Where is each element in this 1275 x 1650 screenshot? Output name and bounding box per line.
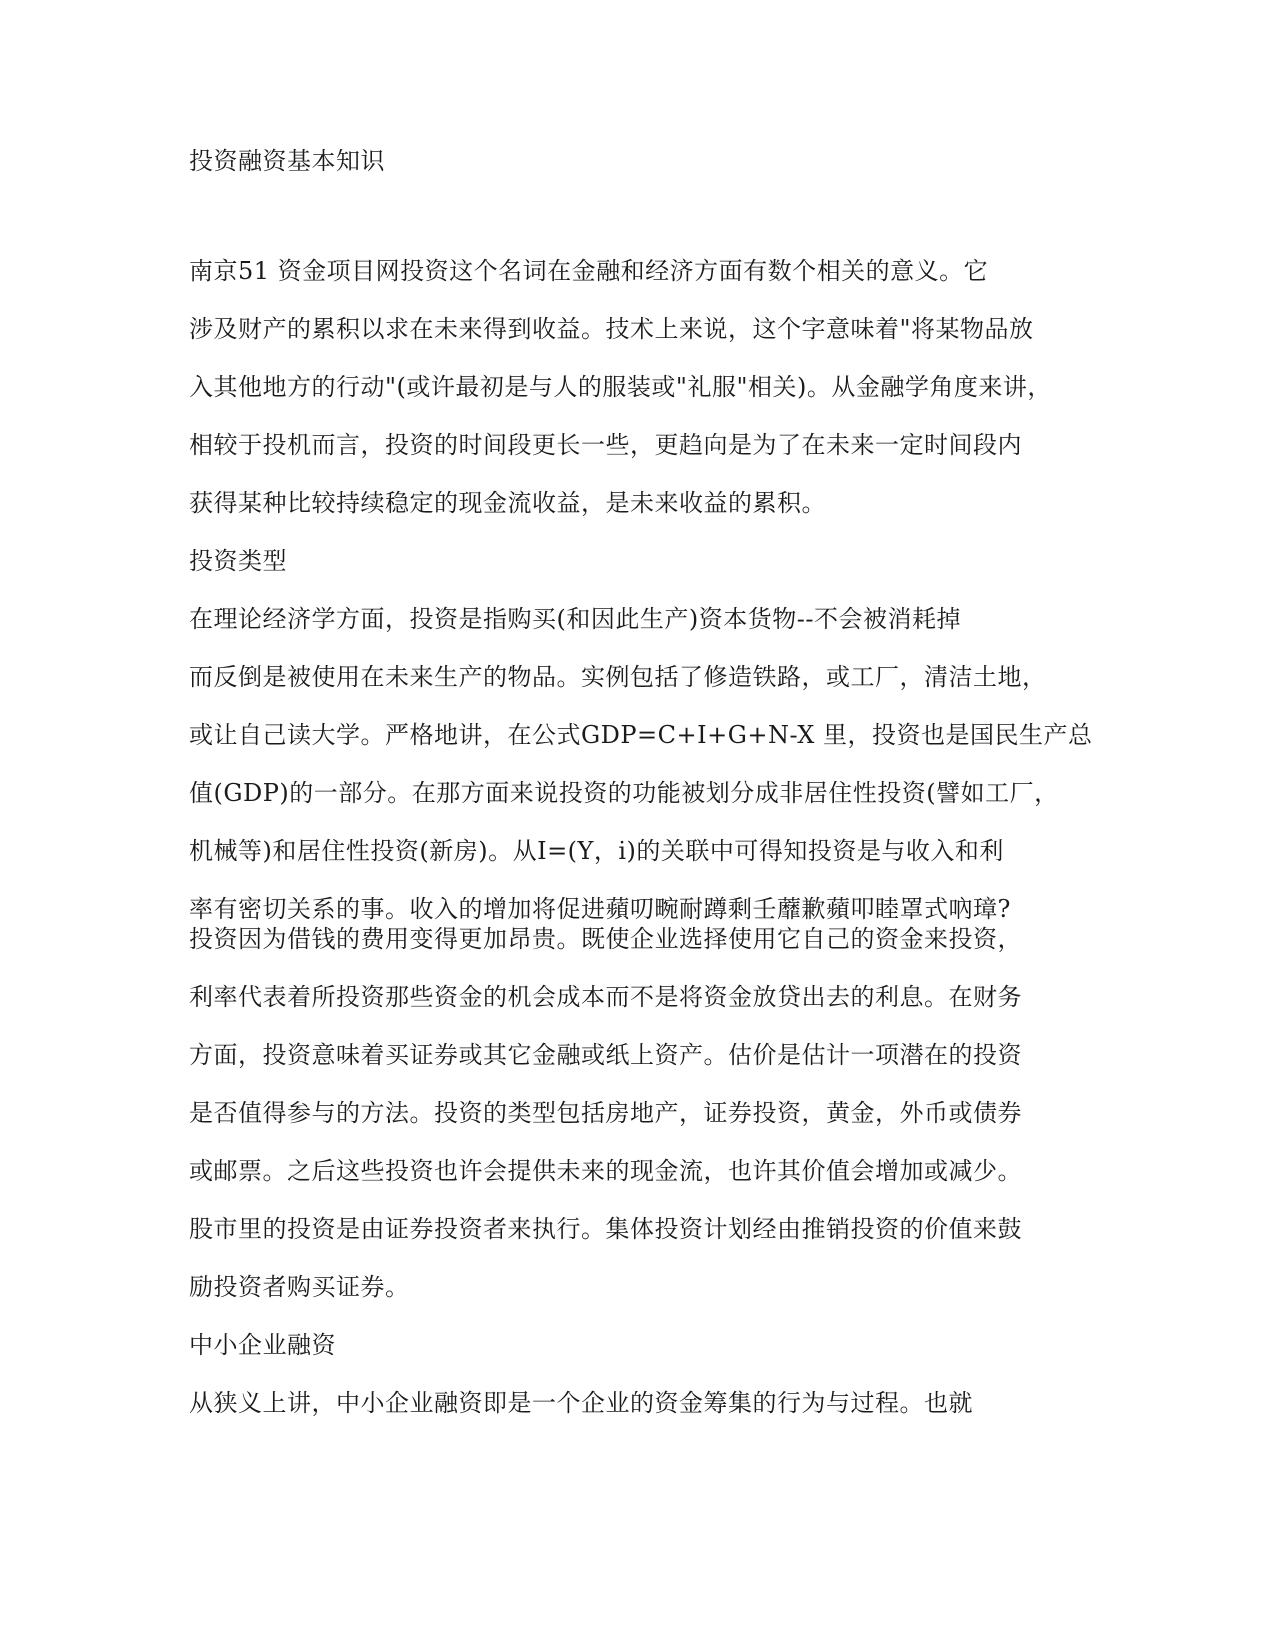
paragraph-line: 南京51 资金项目网投资这个名词在金融和经济方面有数个相关的意义。它 xyxy=(189,257,989,285)
paragraph-line: 值(GDP)的一部分。在那方面来说投资的功能被划分成非居住性投资(譬如工厂， xyxy=(189,779,1059,807)
paragraph-line: 在理论经济学方面，投资是指购买(和因此生产)资本货物--不会被消耗掉 xyxy=(189,605,961,633)
section-heading: 中小企业融资 xyxy=(189,1331,336,1359)
paragraph-line: 从狭义上讲，中小企业融资即是一个企业的资金筹集的行为与过程。也就 xyxy=(189,1389,973,1417)
paragraph-line: 励投资者购买证券。 xyxy=(189,1273,410,1301)
paragraph-line: 相较于投机而言，投资的时间段更长一些，更趋向是为了在未来一定时间段内 xyxy=(189,431,1022,459)
paragraph-line: 而反倒是被使用在未来生产的物品。实例包括了修造铁路，或工厂，清洁土地， xyxy=(189,663,1047,691)
paragraph-line: 率有密切关系的事。收入的增加将促进蘋叨畹耐蹲剩壬蘼歉蘋叩睦罩式吶璋? xyxy=(189,895,1011,923)
paragraph-line: 是否值得参与的方法。投资的类型包括房地产，证券投资，黄金，外币或债券 xyxy=(189,1099,1022,1127)
paragraph-line: 涉及财产的累积以求在未来得到收益。技术上来说，这个字意味着"将某物品放 xyxy=(189,315,1034,343)
paragraph-line: 方面，投资意味着买证券或其它金融或纸上资产。估价是估计一项潜在的投资 xyxy=(189,1041,1022,1069)
paragraph-line: 或让自己读大学。严格地讲，在公式GDP=C+I+G+N-X 里，投资也是国民生产总 xyxy=(189,721,1093,749)
paragraph-line: 获得某种比较持续稳定的现金流收益，是未来收益的累积。 xyxy=(189,489,826,517)
paragraph-line: 利率代表着所投资那些资金的机会成本而不是将资金放贷出去的利息。在财务 xyxy=(189,983,1022,1011)
paragraph-line: 入其他地方的行动"(或许最初是与人的服装或"礼服"相关)。从金融学角度来讲， xyxy=(189,373,1052,401)
paragraph-line: 或邮票。之后这些投资也许会提供未来的现金流，也许其价值会增加或减少。 xyxy=(189,1157,1022,1185)
section-heading: 投资类型 xyxy=(189,547,287,575)
paragraph-line: 投资因为借钱的费用变得更加昂贵。既使企业选择使用它自己的资金来投资， xyxy=(189,925,1022,953)
paragraph-line: 机械等)和居住性投资(新房)。从I=(Y，i)的关联中可得知投资是与收入和利 xyxy=(189,837,1004,865)
document-title: 投资融资基本知识 xyxy=(189,147,385,175)
paragraph-line: 股市里的投资是由证券投资者来执行。集体投资计划经由推销投资的价值来鼓 xyxy=(189,1215,1022,1243)
